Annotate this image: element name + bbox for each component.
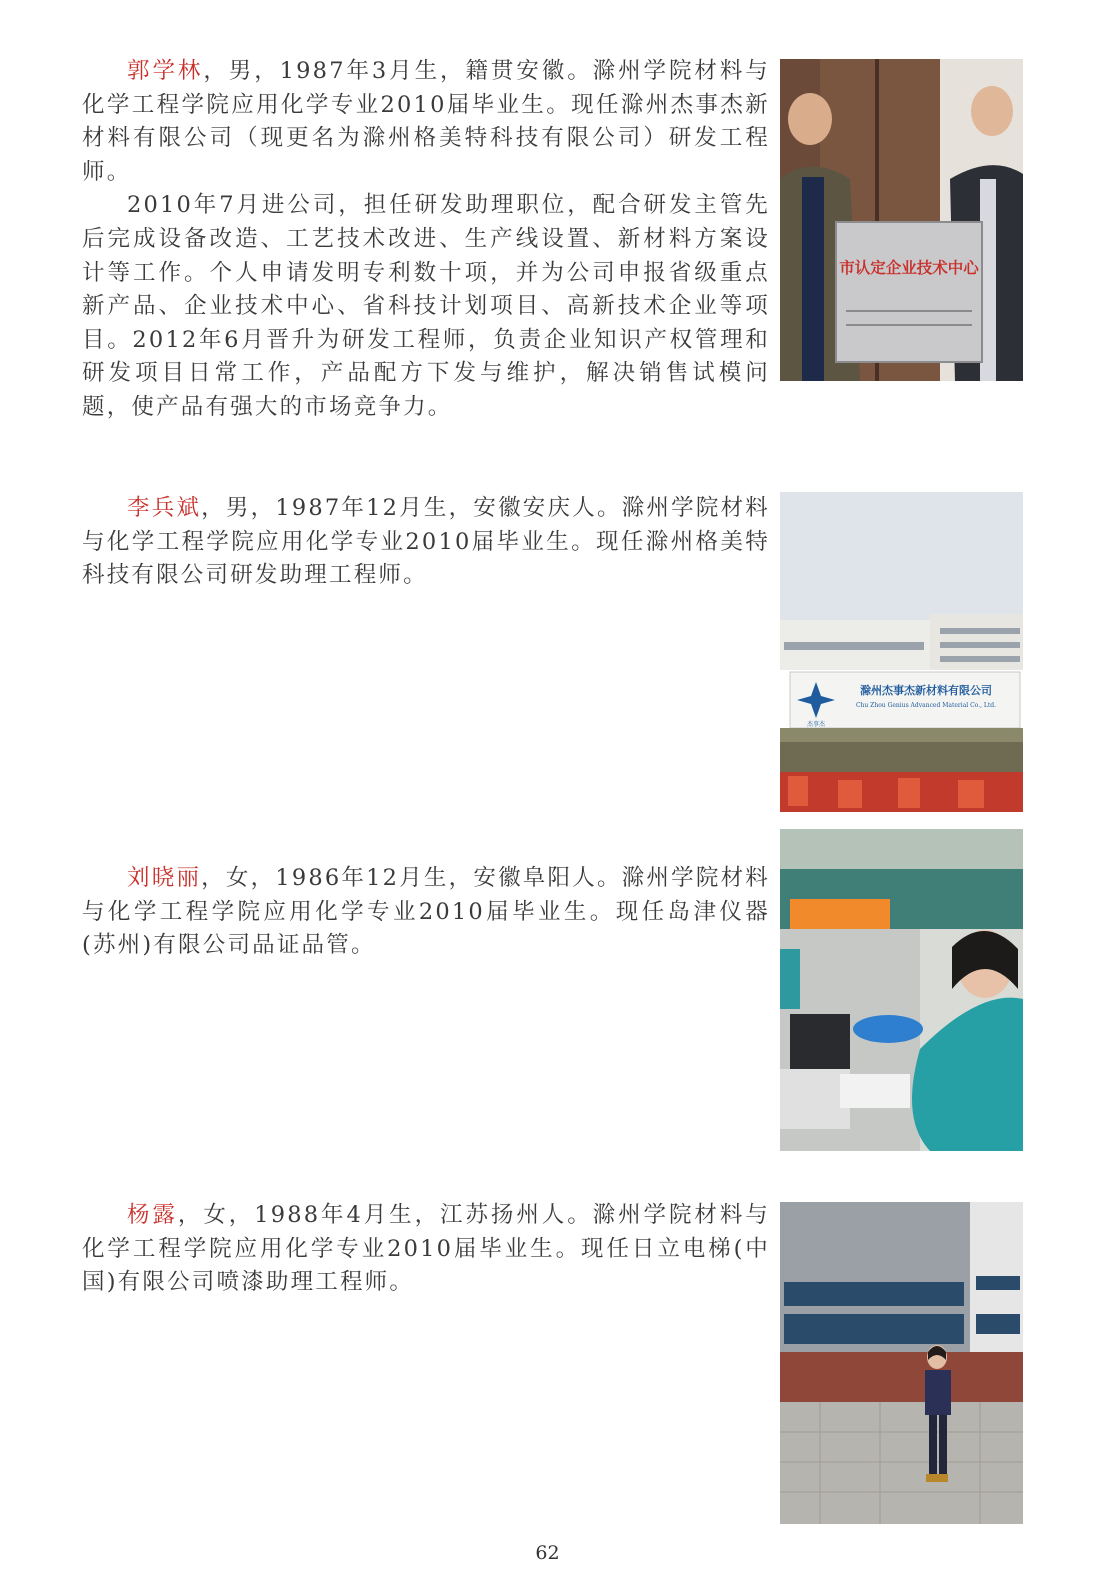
entry-paragraph [82,55,770,189]
logo-text: 杰事杰 [806,721,826,728]
entry-liu-xiaoli [82,862,770,963]
photo-factory-exterior [780,1202,1023,1524]
bio-text: ，男，1987年12月生，安徽安庆人。滁州学院材料与化学工程学院应用化学专业2010届毕业生。现任滁州格美特科技有限公司研发助理工程师。 [82,495,770,589]
entry-guo-xuelin [82,55,770,425]
plaque-text: 市认定企业技术中心 [839,259,979,277]
page-number: 62 [535,1542,560,1564]
person-name: 杨露 [127,1202,178,1228]
entry-yang-lu [82,1199,770,1300]
photo-plaque-ceremony [780,59,1023,381]
bio-text: ，女，1986年12月生，安徽阜阳人。滁州学院材料与化学工程学院应用化学专业2010届毕业生。现任岛津仪器(苏州)有限公司品证品管。 [82,865,770,959]
person-name: 郭学林 [127,58,204,84]
photo-company-sign [780,492,1023,812]
sign-text: 滁州杰事杰新材料有限公司 [860,684,992,697]
entry-paragraph [82,1199,770,1300]
person-name: 刘晓丽 [127,865,202,891]
entry-paragraph [82,492,770,593]
person-name: 李兵斌 [127,495,202,521]
bio-text: ，男，1987年3月生，籍贯安徽。滁州学院材料与化学工程学院应用化学专业2010届毕业生。现任滁州杰事杰新材料有限公司（现更名为滁州格美特科技有限公司）研发工程师。 [82,58,770,185]
sign-subtext: Chu Zhou Genius Advanced Material Co., Ltd. [855,702,997,709]
entry-paragraph: 2010年7月进公司，担任研发助理职位，配合研发主管先后完成设备改造、工艺技术改进、生产线设置、新材料方案设计等工作。个人申请发明专利数十项，并为公司申报省级重点新产品、企业技术中心、省科技计划项目、高新技术企业等项目。2012年6月晋升为研发工程师，负责企业知识产权管理和研发项目日常工作，产品配方下发与维护，解决销售试模问题，使产品有强大的市场竞争力。 [82,192,770,420]
photo-office-worker [780,829,1023,1151]
bio-text: ，女，1988年4月生，江苏扬州人。滁州学院材料与化学工程学院应用化学专业2010届毕业生。现任日立电梯(中国)有限公司喷漆助理工程师。 [82,1202,771,1296]
entry-li-bingbin [82,492,770,593]
entry-paragraph [82,862,770,963]
